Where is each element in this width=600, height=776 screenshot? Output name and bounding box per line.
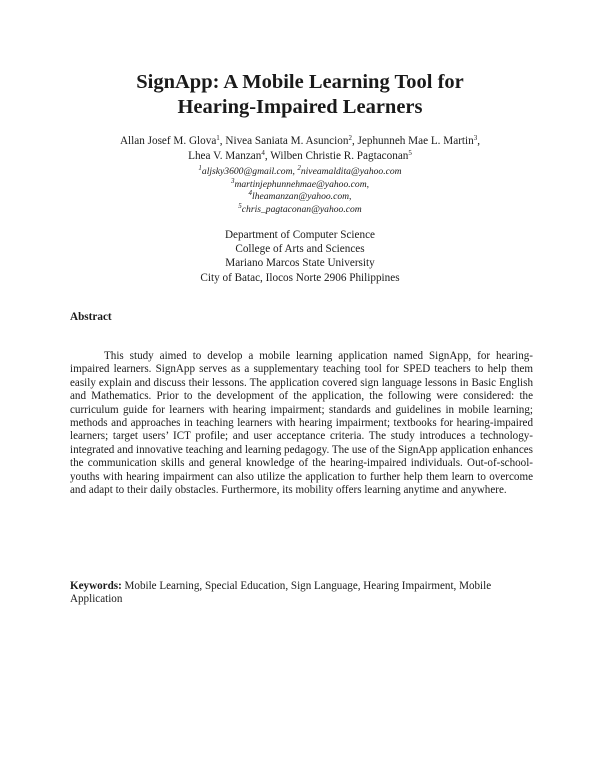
email-address: niveamaldita@yahoo.com [300,166,402,177]
author-emails [60,166,540,216]
email-address: aljsky3600@gmail.com, [201,166,298,177]
paper-title [60,70,540,120]
email-line [60,191,540,204]
affiliation-line: Mariano Marcos State University [225,257,375,270]
email-line [60,201,540,217]
email-sup: 4 [248,189,253,197]
email-sup: 5 [238,201,242,210]
email-address: chris_pagtaconan@yahoo.com [241,203,362,215]
author-list [60,134,540,164]
keywords-label: Keywords: [70,580,122,592]
author-sup: 3 [473,134,478,142]
title-line: SignApp: A Mobile Learning Tool for [136,71,464,93]
affiliation-line: City of Batac, Ilocos Norte 2906 Philippines [200,271,400,284]
affiliation [60,228,540,285]
author-line: Allan Josef M. Glova$^1$, Nivea Saniata M. Asuncion$^2$, Jephunneh Mae L. Martin$^3$, [119,134,481,147]
email-line [60,176,540,192]
email-sup: 3 [230,176,235,185]
abstract-body: This study aimed to develop a mobile learning application named SignApp, for hearing-impaired learners. SignApp serves as a supplementary teaching tool for SPED teachers to help them easily explain and discuss their lessons. The application covered sign language lessons in Basic English and Mathematics. Prior to the development of the application, the following were considered: the curriculum guide for learners with hearing impairment; standards and guidelines in mobile learning; methods and approaches in teaching learners with hearing impairment; textbooks for hearing-impaired learners; target users’ ICT profile; and user acceptance criteria. The study introduces a technology-integrated and innovative teaching and learning pedagogy. The use of the SignApp application enhances the communication skills and general knowledge of the hearing-impaired individuals. Out-of-school-youths with hearing impairment can also utilize the application to further help them learn to overcome and adapt to their daily obstacles. Furthermore, its mobility offers learning anytime and anywhere. [70,350,533,497]
email-address: lheamanzan@yahoo.com, [252,191,352,202]
author-sup: 5 [408,149,412,157]
title-line: Hearing-Impaired Learners [177,96,423,118]
author-sup: 1 [216,134,220,142]
author-line: Lhea V. Manzan$^4$, Wilben Christie R. Pagtaconan$^5$ [188,149,412,162]
email-sup: 1 [198,164,202,172]
author-name: Jephunneh Mae L. Martin [357,135,474,147]
author-sup: 2 [348,134,352,142]
keywords-text: Mobile Learning, Special Education, Sign Language, Hearing Impairment, Mobile Application [70,580,492,606]
email-address: martinjephunnehmae@yahoo.com, [234,178,370,190]
author-name: Lhea V. Manzan [188,150,262,162]
keywords [70,580,530,607]
author-name: Nivea Saniata M. Asuncion [225,135,349,147]
affiliation-line: College of Arts and Sciences [235,243,365,256]
abstract-heading: Abstract [70,311,112,323]
affiliation-line: Department of Computer Science [224,229,376,241]
author-name: Allan Josef M. Glova [119,135,217,147]
email-line [60,166,540,179]
author-sup: 4 [261,149,265,157]
email-sup: 2 [297,164,301,172]
author-name: Wilben Christie R. Pagtaconan [270,150,409,162]
